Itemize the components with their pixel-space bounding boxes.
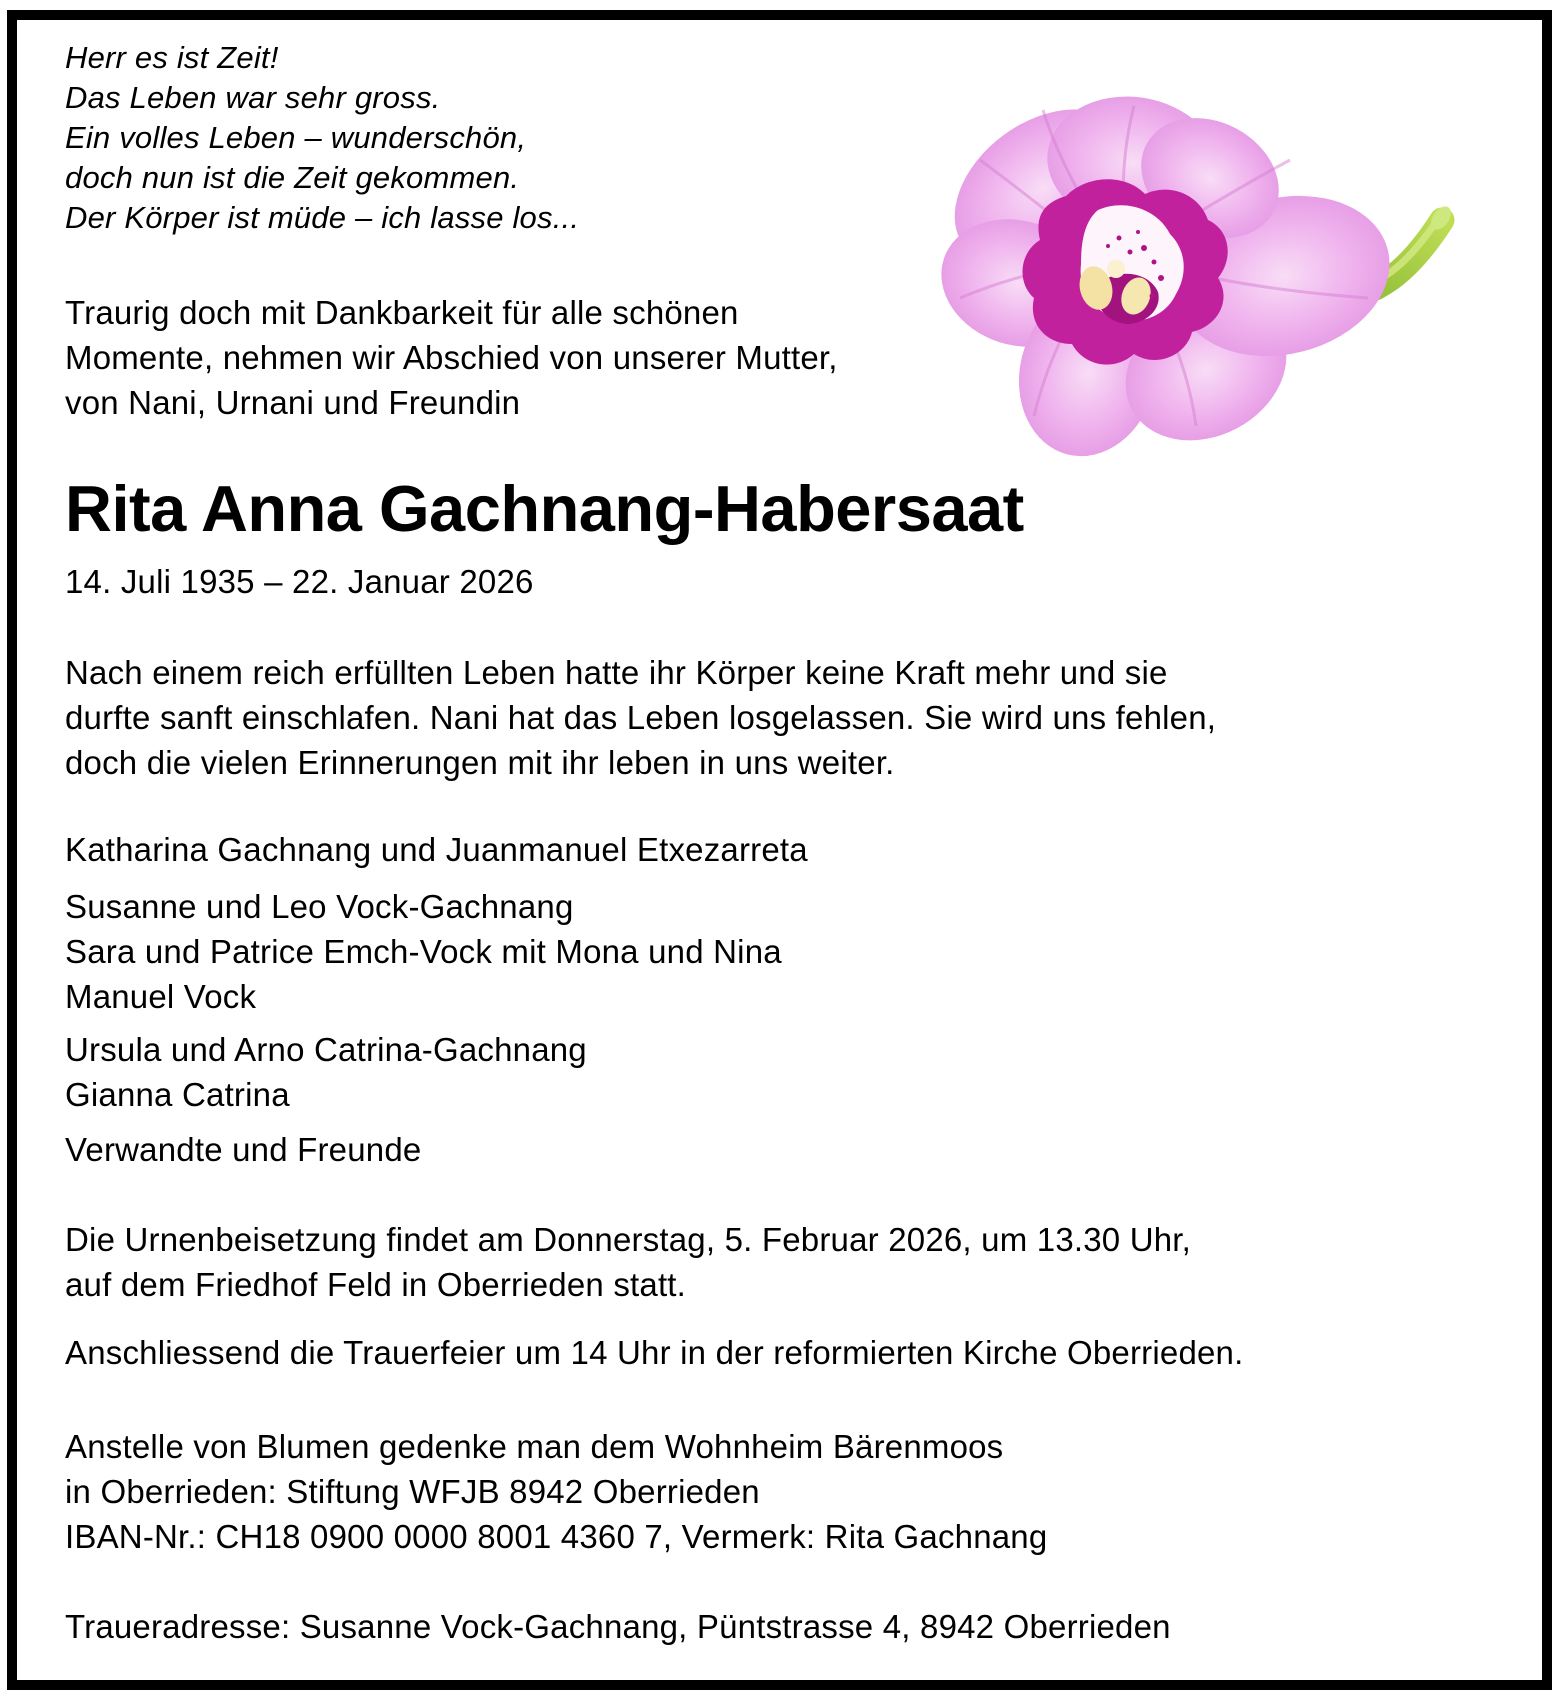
- poem-line: Ein volles Leben – wunderschön,: [65, 120, 527, 155]
- obituary-line: Nach einem reich erfüllten Leben hatte ihr Körper keine Kraft mehr und sie: [65, 654, 1168, 691]
- mourner-line: Katharina Gachnang und Juanmanuel Etxezarreta: [65, 831, 808, 868]
- burial-line: auf dem Friedhof Feld in Oberrieden statt.: [65, 1266, 687, 1303]
- life-dates: 14. Juli 1935 – 22. Januar 2026: [65, 563, 534, 600]
- mourner-line: Ursula und Arno Catrina-Gachnang: [65, 1031, 587, 1068]
- donation-line: in Oberrieden: Stiftung WFJB 8942 Oberrieden: [65, 1473, 760, 1510]
- mourner-line: Susanne und Leo Vock-Gachnang: [65, 888, 574, 925]
- intro-line: von Nani, Urnani und Freundin: [65, 384, 521, 421]
- intro-line: Momente, nehmen wir Abschied von unserer Mutter,: [65, 339, 838, 376]
- obituary-paragraph: [65, 650, 1216, 785]
- donation-line: Anstelle von Blumen gedenke man dem Wohnheim Bärenmoos: [65, 1428, 1004, 1465]
- obituary-line: doch die vielen Erinnerungen mit ihr leben in uns weiter.: [65, 744, 895, 781]
- service-line: Anschliessend die Trauerfeier um 14 Uhr in der reformierten Kirche Oberrieden.: [65, 1334, 1244, 1371]
- donation-line: IBAN-Nr.: CH18 0900 0000 8001 4360 7, Vermerk: Rita Gachnang: [65, 1518, 1048, 1555]
- poem-line: doch nun ist die Zeit gekommen.: [65, 160, 520, 195]
- burial-line: Die Urnenbeisetzung findet am Donnerstag, 5. Februar 2026, um 13.30 Uhr,: [65, 1221, 1192, 1258]
- deceased-name: Rita Anna Gachnang-Habersaat: [65, 472, 1024, 545]
- intro-paragraph: [65, 290, 838, 425]
- poem-line: Das Leben war sehr gross.: [65, 80, 441, 115]
- burial-info: [65, 1217, 1191, 1307]
- mourner-line: Verwandte und Freunde: [65, 1131, 422, 1168]
- service-info: [65, 1330, 1243, 1375]
- donation-info: [65, 1424, 1047, 1559]
- mourning-address: [65, 1604, 1171, 1649]
- poem: [65, 38, 579, 238]
- mourner-group: [65, 1027, 587, 1117]
- mourner-group: [65, 884, 782, 1019]
- mourner-group: [65, 1127, 421, 1172]
- intro-line: Traurig doch mit Dankbarkeit für alle schönen: [65, 294, 739, 331]
- orchid-photo: [938, 48, 1478, 463]
- mourner-group: [65, 827, 808, 872]
- address-line: Traueradresse: Susanne Vock-Gachnang, Püntstrasse 4, 8942 Oberrieden: [65, 1608, 1171, 1645]
- poem-line: Herr es ist Zeit!: [65, 40, 279, 75]
- poem-line: Der Körper ist müde – ich lasse los...: [65, 200, 580, 235]
- mourner-line: Manuel Vock: [65, 978, 257, 1015]
- obituary-line: durfte sanft einschlafen. Nani hat das Leben losgelassen. Sie wird uns fehlen,: [65, 699, 1217, 736]
- mourner-line: Sara und Patrice Emch-Vock mit Mona und Nina: [65, 933, 782, 970]
- mourner-line: Gianna Catrina: [65, 1076, 290, 1113]
